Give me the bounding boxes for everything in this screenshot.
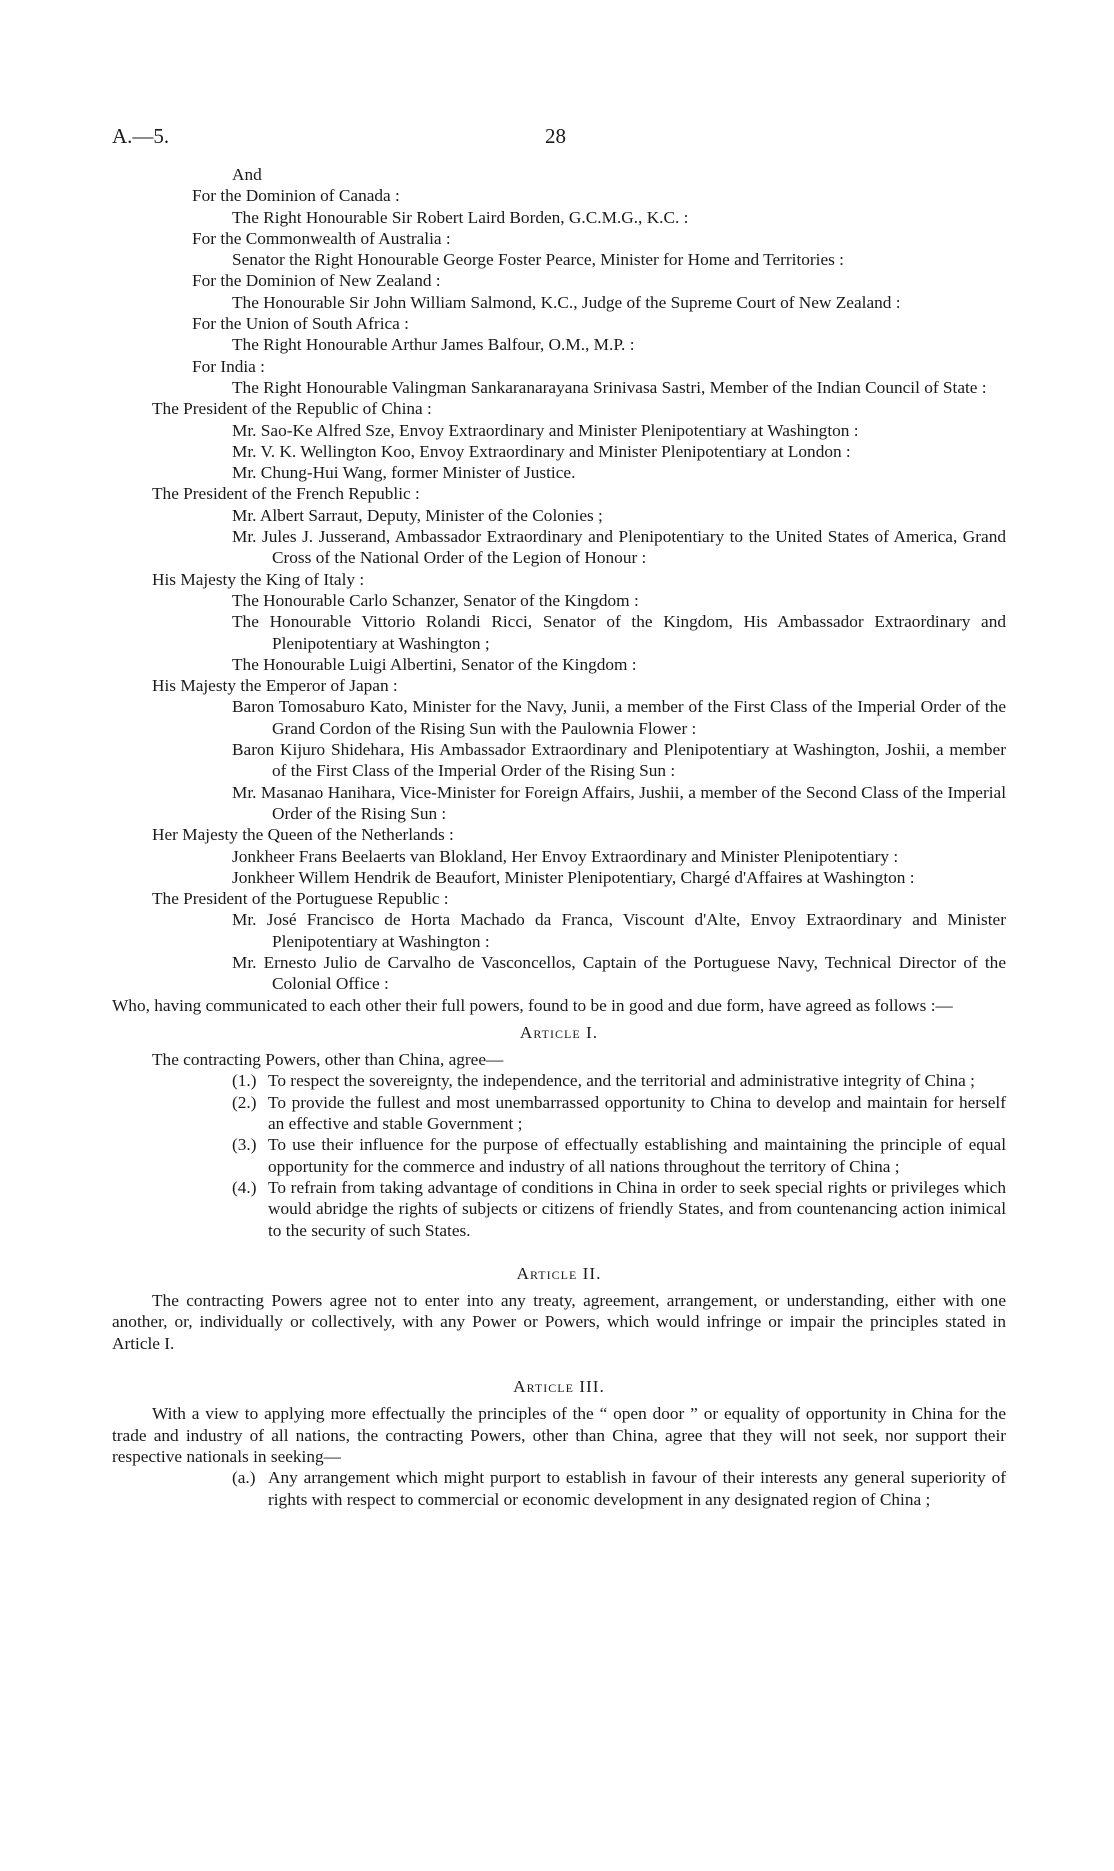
party-line: Mr. José Francisco de Horta Machado da Franca, Viscount d'Alte, Envoy Extraordinary and Minister Plenipotentiary at Washington :	[232, 910, 1006, 951]
party-line: Baron Tomosaburo Kato, Minister for the Navy, Junii, a member of the First Class of the Imperial Order of the Grand Cordon of the Rising Sun with the Paulownia Flower :	[232, 697, 1006, 738]
party-line: For India :	[192, 356, 265, 376]
party-line: Jonkheer Willem Hendrik de Beaufort, Minister Plenipotentiary, Chargé d'Affaires at Washington :	[232, 867, 915, 887]
article-3-items	[112, 1467, 1006, 1510]
party-line: Mr. Sao-Ke Alfred Sze, Envoy Extraordinary and Minister Plenipotentiary at Washington :	[232, 420, 859, 440]
party-line: The Right Honourable Sir Robert Laird Borden, G.C.M.G., K.C. :	[232, 207, 689, 227]
party-line: Mr. Ernesto Julio de Carvalho de Vasconcellos, Captain of the Portuguese Navy, Technical Director of the Colonial Office :	[232, 952, 1006, 994]
party-line: His Majesty the King of Italy :	[152, 569, 365, 589]
party-line: For the Commonwealth of Australia :	[192, 228, 451, 248]
article-item-number: (a.)	[232, 1468, 256, 1488]
preamble-closing: Who, having communicated to each other their full powers, found to be in good and due form, have agreed as follows :—	[112, 995, 953, 1015]
document-reference: A.—5.	[112, 124, 170, 148]
party-line: The Honourable Sir John William Salmond, K.C., Judge of the Supreme Court of New Zealand :	[232, 292, 901, 312]
party-line: Mr. Albert Sarraut, Deputy, Minister of the Colonies ;	[232, 505, 603, 525]
article-item	[232, 1467, 1006, 1510]
party-line: Mr. Chung-Hui Wang, former Minister of Justice.	[232, 463, 576, 483]
article-1-items	[112, 1070, 1006, 1240]
party-line: Senator the Right Honourable George Foster Pearce, Minister for Home and Territories :	[232, 250, 844, 270]
article-3-text: With a view to applying more effectually the principles of the “ open door ” or equality of opportunity in China for the trade and industry of all nations, the contracting Powers, other than China, agree that they will not seek, nor support their respective nationals in seeking—	[112, 1404, 1006, 1466]
article-item-number: (2.)	[232, 1092, 257, 1112]
party-line: For the Dominion of Canada :	[192, 186, 400, 206]
party-line: The President of the French Republic :	[152, 484, 420, 504]
party-line: And	[232, 165, 262, 184]
article-2-text: The contracting Powers agree not to enter into any treaty, agreement, arrangement, or understanding, either with one another, or, individually or collectively, with any Power or Powers, which would infringe or impair the principles stated in Article I.	[112, 1291, 1006, 1353]
party-line: Her Majesty the Queen of the Netherlands :	[152, 825, 454, 845]
party-line: Mr. V. K. Wellington Koo, Envoy Extraordinary and Minister Plenipotentiary at London :	[232, 441, 851, 461]
party-line: The Honourable Vittorio Rolandi Ricci, Senator of the Kingdom, His Ambassador Extraordinary and Plenipotentiary at Washington ;	[232, 612, 1006, 653]
party-line: For the Dominion of New Zealand :	[192, 271, 441, 291]
article-item-number: (1.)	[232, 1071, 257, 1091]
article-item-text: To use their influence for the purpose of effectually establishing and maintaining the principle of equal opportunity for the commerce and industry of all nations throughout the territory of China ;	[268, 1135, 1006, 1176]
party-line: The Honourable Luigi Albertini, Senator of the Kingdom :	[232, 654, 637, 674]
party-line: Mr. Jules J. Jusserand, Ambassador Extraordinary and Plenipotentiary to the United States of America, Grand Cross of the National Order of the Legion of Honour :	[232, 527, 1006, 568]
article-item-text: Any arrangement which might purport to establish in favour of their interests any general superiority of rights with respect to commercial or economic development in any designated region of China ;	[268, 1468, 1006, 1509]
article-item	[232, 1134, 1006, 1177]
party-line: The Right Honourable Valingman Sankaranarayana Srinivasa Sastri, Member of the Indian Council of State :	[232, 377, 987, 397]
party-line: For the Union of South Africa :	[192, 314, 409, 334]
article-item	[232, 1092, 1006, 1135]
party-line: The President of the Portuguese Republic :	[152, 889, 449, 909]
article-1-heading: Article I.	[519, 1022, 599, 1042]
article-item-text: To respect the sovereignty, the independence, and the territorial and administrative integrity of China ;	[268, 1071, 975, 1091]
article-item	[232, 1177, 1006, 1241]
party-line: The Right Honourable Arthur James Balfour, O.M., M.P. :	[232, 335, 635, 355]
party-line: Baron Kijuro Shidehara, His Ambassador Extraordinary and Plenipotentiary at Washington, Joshii, a member of the First Class of the Imperial Order of the Rising Sun :	[232, 740, 1006, 781]
party-line: The President of the Republic of China :	[152, 399, 432, 419]
page-number: 28	[545, 124, 566, 148]
document-body	[112, 164, 1006, 1510]
party-line: His Majesty the Emperor of Japan :	[152, 676, 398, 696]
article-item-number: (4.)	[232, 1177, 257, 1197]
party-line: Mr. Masanao Hanihara, Vice-Minister for Foreign Affairs, Jushii, a member of the Second Class of the Imperial Order of the Rising Sun :	[232, 782, 1006, 823]
party-line: Jonkheer Frans Beelaerts van Blokland, Her Envoy Extraordinary and Minister Plenipotentiary :	[232, 846, 899, 866]
article-2-heading: Article II.	[516, 1263, 602, 1283]
article-3-heading: Article III.	[513, 1377, 605, 1397]
plenipotentiaries-list	[112, 164, 1006, 995]
article-item-text: To refrain from taking advantage of conditions in China in order to seek special rights or privileges which would abridge the rights of subjects or citizens of friendly States, and from countenancing action inimical to the security of such States.	[268, 1177, 1006, 1240]
article-item	[232, 1070, 1006, 1091]
party-line: The Honourable Carlo Schanzer, Senator of the Kingdom :	[232, 590, 639, 610]
article-item-text: To provide the fullest and most unembarrassed opportunity to China to develop and maintain for herself an effective and stable Government ;	[268, 1092, 1006, 1134]
article-item-number: (3.)	[232, 1135, 257, 1155]
article-1-intro: The contracting Powers, other than China, agree—	[152, 1050, 504, 1070]
